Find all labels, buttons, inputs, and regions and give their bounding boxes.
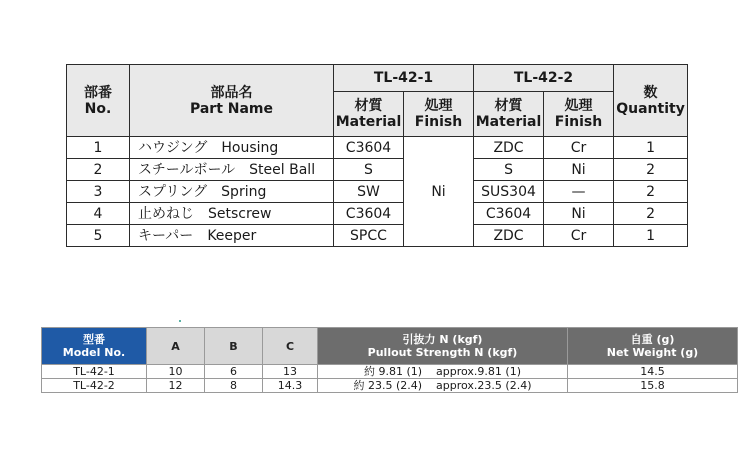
cell-material-1: SW [334, 181, 404, 203]
header-part-name: 部品名 Part Name [130, 65, 334, 137]
cell-net-weight: 15.8 [568, 379, 738, 393]
parts-table [66, 64, 688, 247]
cell-part-name: キーパー Keeper [130, 225, 334, 247]
table-row [42, 365, 738, 379]
cell-quantity: 1 [614, 137, 688, 159]
cell-model: TL-42-2 [42, 379, 147, 393]
cell-material-2: ZDC [474, 137, 544, 159]
cell-pullout-strength: 約 23.5 (2.4) approx.23.5 (2.4) [318, 379, 568, 393]
header-model-no: 型番 Model No. [42, 328, 147, 365]
cell-net-weight: 14.5 [568, 365, 738, 379]
cell-part-name: 止めねじ Setscrew [130, 203, 334, 225]
header-dim-c: C [263, 328, 318, 365]
table-row [67, 181, 688, 203]
table-row [67, 137, 688, 159]
cell-part-name: ハウジング Housing [130, 137, 334, 159]
spec-table [41, 327, 738, 393]
cell-finish-1-merged: Ni [404, 137, 474, 247]
cell-no: 3 [67, 181, 130, 203]
cell-material-1: S [334, 159, 404, 181]
cell-material-1: C3604 [334, 137, 404, 159]
table-row [67, 225, 688, 247]
cell-finish-2: — [544, 181, 614, 203]
cell-no: 1 [67, 137, 130, 159]
table-row [67, 203, 688, 225]
header-material-2: 材質 Material [474, 92, 544, 137]
cell-dim-a: 10 [147, 365, 205, 379]
cell-finish-2: Cr [544, 225, 614, 247]
cell-finish-2: Cr [544, 137, 614, 159]
cell-no: 2 [67, 159, 130, 181]
cell-quantity: 2 [614, 203, 688, 225]
cell-dim-b: 8 [205, 379, 263, 393]
header-pullout-strength: 引抜力 N (kgf) Pullout Strength N (kgf) [318, 328, 568, 365]
decorative-dot [179, 320, 181, 322]
cell-model: TL-42-1 [42, 365, 147, 379]
cell-dim-c: 13 [263, 365, 318, 379]
header-material-1: 材質 Material [334, 92, 404, 137]
cell-material-1: C3604 [334, 203, 404, 225]
cell-material-1: SPCC [334, 225, 404, 247]
header-finish-2: 処理 Finish [544, 92, 614, 137]
cell-part-name: スチールボール Steel Ball [130, 159, 334, 181]
cell-dim-c: 14.3 [263, 379, 318, 393]
header-dim-b: B [205, 328, 263, 365]
cell-quantity: 2 [614, 159, 688, 181]
cell-pullout-strength: 約 9.81 (1) approx.9.81 (1) [318, 365, 568, 379]
header-quantity: 数 Quantity [614, 65, 688, 137]
cell-quantity: 2 [614, 181, 688, 203]
header-model-tl-42-2: TL-42-2 [474, 65, 614, 92]
cell-material-2: SUS304 [474, 181, 544, 203]
cell-material-2: S [474, 159, 544, 181]
cell-material-2: ZDC [474, 225, 544, 247]
table-row [42, 379, 738, 393]
cell-dim-a: 12 [147, 379, 205, 393]
cell-no: 4 [67, 203, 130, 225]
cell-no: 5 [67, 225, 130, 247]
header-dim-a: A [147, 328, 205, 365]
header-net-weight: 自重 (g) Net Weight (g) [568, 328, 738, 365]
header-finish-1: 処理 Finish [404, 92, 474, 137]
cell-part-name: スプリング Spring [130, 181, 334, 203]
cell-quantity: 1 [614, 225, 688, 247]
table-row [67, 159, 688, 181]
cell-dim-b: 6 [205, 365, 263, 379]
cell-finish-2: Ni [544, 159, 614, 181]
header-model-tl-42-1: TL-42-1 [334, 65, 474, 92]
cell-finish-2: Ni [544, 203, 614, 225]
cell-material-2: C3604 [474, 203, 544, 225]
header-part-number: 部番 No. [67, 65, 130, 137]
